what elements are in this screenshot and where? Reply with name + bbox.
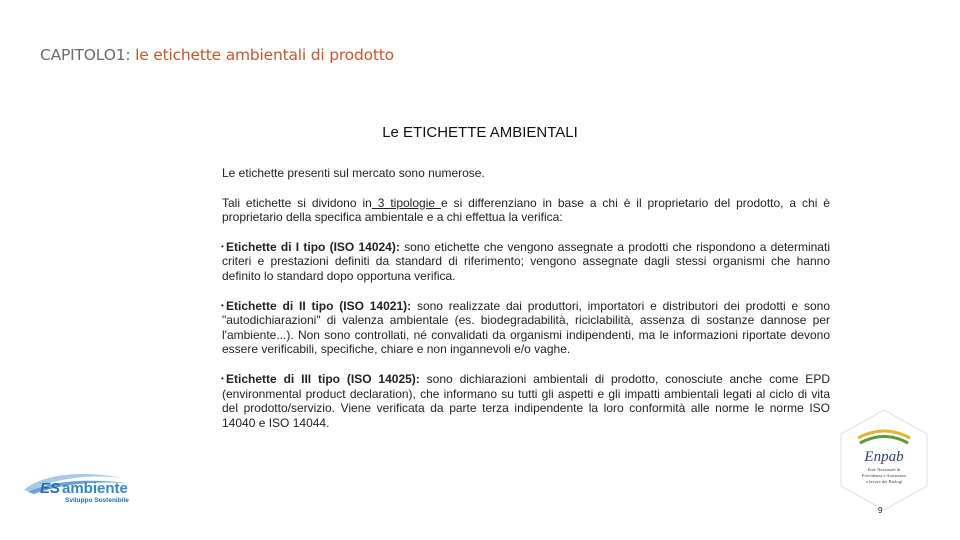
page-number: 9 — [878, 506, 883, 515]
bullet-text: sono realizzate dai produttori, importatori e distributori dei prodotti e sono "autodichiarazioni" di valenza ambientale (es. biodegradabilità, riciclabilità, assenza di sostanze dannose per l'ambiente...). Non sono controllati, né convalidati da organismi indipendenti, ma le informazioni riportate devono essere verificabili, specifiche, chiare e non ingannevoli e/o vaghe. — [222, 298, 830, 357]
list-item — [222, 240, 830, 284]
enpab-subtitle-line: Ente Nazionale di — [867, 467, 901, 472]
bullet-title: Etichette di II tipo (ISO 14021): — [226, 298, 412, 313]
chapter-heading — [40, 46, 394, 64]
bullet-icon: • — [221, 300, 224, 310]
list-item — [222, 299, 830, 357]
bullet-icon: • — [221, 241, 224, 251]
es-ambiente-logo — [22, 466, 172, 506]
bullet-title: Etichette di I tipo (ISO 14024): — [226, 239, 400, 254]
logo-brand: ES — [40, 480, 61, 497]
enpab-subtitle-line: Previdenza e Assistenza — [861, 473, 907, 478]
types-text-after: e si differenziano in base a chi è il proprietario del prodotto, a chi è proprietario della specifica ambientale e a chi effettua la verifica: — [222, 195, 830, 225]
enpab-logo — [834, 408, 934, 512]
chapter-prefix: CAPITOLO1: — [40, 46, 136, 64]
types-text-before: Tali etichette si dividono in — [222, 195, 372, 210]
types-paragraph — [222, 196, 830, 225]
logo-name: ambiente — [62, 480, 128, 497]
bullet-text: sono etichette che vengono assegnate a prodotti che rispondono a determinati criteri e prestazioni definiti da standard di riferimento; vengono assegnate dagli stessi organismi che hanno definito lo standard dopo opportuna verifica. — [222, 239, 830, 283]
enpab-subtitle-line: a favore dei Biologi — [865, 479, 903, 484]
bullet-icon: • — [221, 373, 224, 383]
content-body — [222, 166, 830, 445]
logo-tagline: Sviluppo Sostenibile — [65, 497, 129, 504]
enpab-name: Enpab — [864, 449, 904, 465]
list-item — [222, 372, 830, 430]
page-title: Le ETICHETTE AMBIENTALI — [382, 124, 578, 141]
bullet-text: sono dichiarazioni ambientali di prodotto, conosciute anche come EPD (environmental product declaration), che informano su tutti gli aspetti e gli impatti ambientali legati al ciclo di vita del prodotto/servizio. Viene verificata da parte terza indipendente la loro conformità alle norme le norme ISO 14040 e ISO 14044. — [222, 371, 830, 430]
bullet-title: Etichette di III tipo (ISO 14025): — [226, 371, 420, 386]
chapter-title: le etichette ambientali di prodotto — [135, 46, 394, 64]
types-underlined: 3 tipologie — [371, 195, 441, 210]
intro-paragraph: Le etichette presenti sul mercato sono numerose. — [222, 166, 485, 180]
